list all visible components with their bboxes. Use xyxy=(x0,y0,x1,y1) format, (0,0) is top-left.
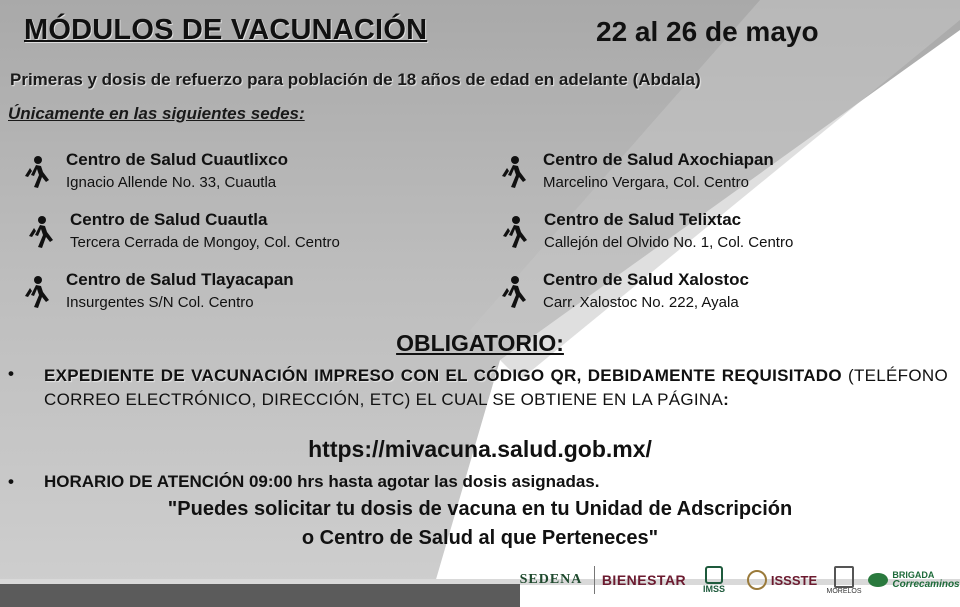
site-address: Insurgentes S/N Col. Centro xyxy=(66,294,254,311)
walking-person-icon xyxy=(495,154,531,190)
site-name: Centro de Salud Axochiapan xyxy=(543,150,774,169)
morelos-logo xyxy=(828,560,860,600)
brigada-label: BRIGADA xyxy=(892,570,935,580)
site-address: Ignacio Allende No. 33, Cuautla xyxy=(66,174,277,191)
site-name: Centro de Salud Cuautlixco xyxy=(66,150,288,169)
imss-emblem-icon xyxy=(705,566,723,584)
bullet-dot: • xyxy=(8,472,14,491)
imss-label: IMSS xyxy=(702,584,725,594)
walking-person-icon xyxy=(495,274,531,310)
subtitle: Primeras y dosis de refuerzo para población de 18 años de edad en adelante (Abdala) xyxy=(10,70,701,89)
vaccine-website-link[interactable]: https://mivacuna.salud.gob.mx/ xyxy=(308,436,652,462)
site-telixtac xyxy=(496,210,916,256)
site-address: Carr. Xalostoc No. 222, Ayala xyxy=(543,294,739,311)
site-address: Marcelino Vergara, Col. Centro xyxy=(543,174,749,191)
walking-person-icon xyxy=(18,274,54,310)
requirements-heading: OBLIGATORIO: xyxy=(396,330,564,356)
brigada-correcaminos-logo xyxy=(868,560,960,600)
site-name: Centro de Salud Cuautla xyxy=(70,210,268,229)
site-cuautla xyxy=(22,210,442,256)
issste-emblem-icon xyxy=(747,570,767,590)
bullet-dot: • xyxy=(8,364,14,383)
walking-person-icon xyxy=(18,154,54,190)
site-name: Centro de Salud Tlayacapan xyxy=(66,270,294,289)
closing-quote-line-1: "Puedes solicitar tu dosis de vacuna en tu Unidad de Adscripción xyxy=(167,498,793,520)
site-name: Centro de Salud Xalostoc xyxy=(543,270,749,289)
morelos-emblem-icon xyxy=(834,566,854,588)
date-range: 22 al 26 de mayo xyxy=(596,16,819,47)
footer-dark-bar xyxy=(0,584,520,607)
requirement-text xyxy=(44,364,948,412)
morelos-label: MORELOS xyxy=(826,587,862,595)
site-axochiapan xyxy=(495,150,915,196)
brigada-emblem-icon xyxy=(868,573,888,587)
sponsor-logos xyxy=(512,560,960,600)
logo-divider xyxy=(594,566,595,594)
bienestar-logo: BIENESTAR xyxy=(601,572,687,588)
walking-person-icon xyxy=(22,214,58,250)
site-tlayacapan xyxy=(18,270,438,316)
requirement-bullet-record xyxy=(8,364,948,412)
site-address: Tercera Cerrada de Mongoy, Col. Centro xyxy=(70,234,340,251)
hours-text: HORARIO DE ATENCIÓN 09:00 hrs hasta agotar las dosis asignadas. xyxy=(44,472,600,491)
site-address: Callejón del Olvido No. 1, Col. Centro xyxy=(544,234,794,251)
page-title: MÓDULOS DE VACUNACIÓN xyxy=(24,14,428,46)
issste-logo xyxy=(738,560,826,600)
site-name: Centro de Salud Telixtac xyxy=(544,210,742,229)
sites-heading: Únicamente en las siguientes sedes: xyxy=(8,104,305,123)
requirement-bullet-hours xyxy=(8,472,948,492)
requirement-details: (TELÉFONO CORREO ELECTRÓNICO, DIRECCIÓN, ETC) EL CUAL SE OBTIENE EN LA PÁGINA xyxy=(44,366,948,409)
sedena-logo: SEDENA xyxy=(519,572,583,587)
issste-label: ISSSTE xyxy=(770,572,818,588)
requirement-colon: : xyxy=(723,390,730,409)
site-xalostoc xyxy=(495,270,915,316)
correcaminos-label: Correcaminos xyxy=(892,579,960,590)
walking-person-icon xyxy=(496,214,532,250)
imss-logo xyxy=(698,560,730,600)
closing-quote-line-2: o Centro de Salud al que Perteneces" xyxy=(301,527,659,549)
site-cuautlixco xyxy=(18,150,438,196)
requirement-bold-text: EXPEDIENTE DE VACUNACIÓN IMPRESO CON EL CÓDIGO QR, DEBIDAMENTE REQUISITADO xyxy=(44,366,842,385)
